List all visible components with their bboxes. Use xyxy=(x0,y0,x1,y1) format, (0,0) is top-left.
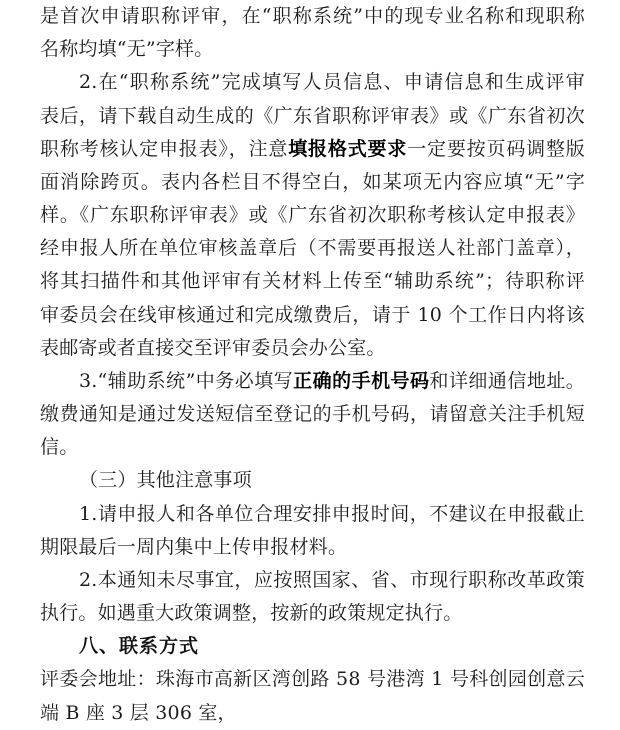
bold-text-segment: 正确的手机号码 xyxy=(293,369,430,392)
text-segment: 样。《广东职称评审表》或《广东省初次职称考核认定申报表》 xyxy=(40,204,585,227)
text-segment: 审委员会在线审核通过和完成缴费后，请于 10 个工作日内将该 xyxy=(40,303,585,326)
text-line xyxy=(40,299,585,332)
text-segment: （三）其他注意事项 xyxy=(79,469,252,492)
text-line xyxy=(40,564,585,597)
text-segment: 端 B 座 3 层 306 室， xyxy=(40,701,237,724)
text-line xyxy=(40,498,585,531)
text-segment: 缴费通知是通过发送短信至登记的手机号码，请留意关注手机短 xyxy=(40,403,585,426)
text-segment: 是首次申请职称评审，在“职称系统”中的现专业名称和现职称 xyxy=(40,5,585,27)
text-segment: 经申报人所在单位审核盖章后（不需要再报送人社部门盖章）， xyxy=(40,237,585,260)
text-line xyxy=(40,232,585,265)
text-line xyxy=(40,332,585,365)
text-line xyxy=(40,265,585,298)
text-segment: 职称考核认定申报表》，注意 xyxy=(40,137,289,160)
text-segment: 评委会地址：珠海市高新区湾创路 58 号港湾 1 号科创园创意云 xyxy=(40,668,585,691)
text-line xyxy=(40,100,585,133)
text-segment: 表邮寄或者直接交至评审委员会办公室。 xyxy=(40,336,386,359)
text-segment: 期限最后一周内集中上传申报材料。 xyxy=(40,535,348,558)
text-segment: 名称均填“无”字样。 xyxy=(40,38,214,61)
bold-text-segment: 填报格式要求 xyxy=(288,137,408,160)
text-line xyxy=(40,431,585,464)
text-segment: 面消除跨页。表内各栏目不得空白，如某项无内容应填“无”字 xyxy=(40,170,585,193)
text-line xyxy=(40,663,585,696)
text-line xyxy=(40,697,585,730)
text-line xyxy=(40,166,585,199)
text-line xyxy=(40,398,585,431)
text-line xyxy=(40,597,585,630)
text-line xyxy=(40,133,585,166)
text-segment: 2.本通知未尽事宜，应按照国家、省、市现行职称改革政策 xyxy=(79,568,585,591)
text-line xyxy=(40,531,585,564)
text-line xyxy=(40,66,585,99)
text-segment: 表后，请下载自动生成的《广东省职称评审表》或《广东省初次 xyxy=(40,104,585,127)
text-line xyxy=(40,0,585,33)
text-segment: 2.在“职称系统”完成填写人员信息、申请信息和生成评审 xyxy=(79,71,585,94)
text-segment: 3.“辅助系统”中务必填写 xyxy=(79,369,294,392)
text-segment: 八、联系方式 xyxy=(79,635,200,658)
text-segment: 1.请申报人和各单位合理安排申报时间，不建议在申报截止 xyxy=(79,502,585,525)
document-text xyxy=(40,0,585,730)
text-segment: 执行。如遇重大政策调整，按新的政策规定执行。 xyxy=(40,602,463,625)
text-line xyxy=(40,199,585,232)
text-segment: 信。 xyxy=(40,436,79,459)
text-segment: 一定要按页码调整版 xyxy=(407,137,585,160)
text-line xyxy=(40,365,585,398)
sub-heading xyxy=(40,464,585,497)
section-heading xyxy=(40,630,585,663)
text-segment: 将其扫描件和其他评审有关材料上传至“辅助系统”；待职称评 xyxy=(40,270,585,293)
text-segment: 和详细通信地址。 xyxy=(429,369,585,392)
text-line xyxy=(40,33,585,66)
